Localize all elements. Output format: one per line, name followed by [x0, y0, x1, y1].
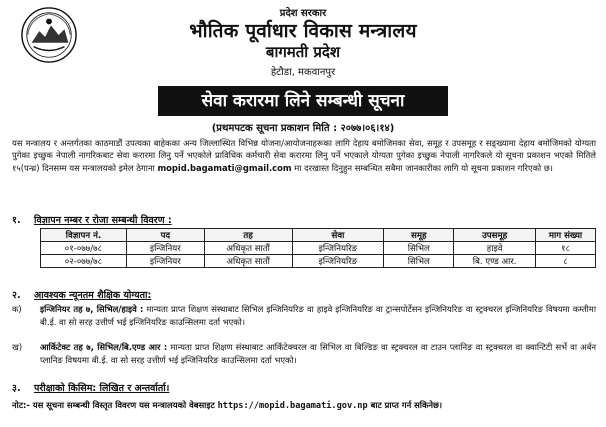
cell-demand: ८: [536, 255, 596, 268]
col-service: सेवा: [292, 229, 384, 242]
intro-paragraph: [12, 137, 596, 174]
footer-note: [12, 400, 596, 411]
item-heading: इन्जिनियर तह ७, सिभिल/हाइवे :: [40, 304, 144, 314]
intro-text-end: मा दरखास्त दिनुहुन सम्बन्धित सबैमा जानकारीका लागि यो सूचना प्रकाशन गरिएको छ।: [294, 162, 553, 173]
col-ad-number: विज्ञापन नं.: [41, 229, 127, 242]
cell-level: अधिकृत सातौं: [204, 242, 292, 255]
col-level: तह: [204, 229, 292, 242]
province-name: बागमती प्रदेश: [265, 43, 341, 61]
email-link[interactable]: mopid.bagamati@gmail.com: [157, 162, 292, 173]
section-2-number: २.: [12, 290, 21, 301]
cell-post: इन्जिनियर: [126, 242, 204, 255]
cell-demand: १८: [536, 242, 596, 255]
publication-date: (प्रथमपटक सूचना प्रकाशन मिति : २०७७।०६।१४): [211, 123, 395, 134]
col-post: पद: [126, 229, 204, 242]
section-3-number: ३.: [12, 383, 21, 394]
section-1-number: १.: [12, 215, 21, 226]
cell-group: सिभिल: [384, 255, 454, 268]
item-marker: ख): [12, 342, 23, 352]
table-row: [41, 255, 596, 268]
col-demand: माग संख्या: [536, 229, 596, 242]
intro-text: यस मन्त्रालय र अन्तर्गतका काठमाडौं उपत्यका बाहेकका अन्य जिल्लास्थित विभिन्न योजना/आयोजनाहरूका लागि देहाय बमोजिमका सेवा, समूह र उपसमूह र सङ्ख्यामा देहाय बमोजिमको योग्यता पुगेका इच्छुक नेपाली नागरिकबाट सेवा करारमा लिनु पर्ने भएकोले प्राविधिक कर्मचारी सेवा करारमा लिनु पर्ने भएकाले योग्यता पुगेका इच्छुक नेपाली नागरिकले यो सूचना प्रकाशन भएको मितिले १५(पन्ध्र) दिनसम्म यस मन्त्रालयको इमेल ठेगाना: [12, 138, 596, 173]
cell-subgroup: हाइवे: [454, 242, 536, 255]
note-suffix: बाट प्राप्त गर्न सकिनेछ।: [370, 400, 443, 410]
cell-level: अधिकृत सातौं: [204, 255, 292, 268]
cell-ad-number: ०२-०७७/७८: [41, 255, 127, 268]
table-header-row: [41, 229, 596, 242]
cell-post: इन्जिनियर: [126, 255, 204, 268]
item-text: मान्यता प्राप्त शिक्षण संस्थाबाट आर्किटेक्चरल वा सिभिल वा बिल्डिङ वा स्ट्रक्चरल वा टाउन प्लानिङ वा स्ट्रक्चरल वा क्वान्टिटी सर्भे वा अर्बन प्लानिङ विषयमा बी.ई. वा सो सरह उत्तीर्ण भई इन्जिनियरिङ काउन्सिलमा दर्ता भएको।: [40, 342, 596, 365]
table-row: [41, 242, 596, 255]
section-3-heading: [12, 381, 169, 394]
government-label: प्रदेश सरकार: [279, 8, 327, 19]
cell-service: इन्जिनियरिङ: [292, 255, 384, 268]
col-subgroup: उपसमूह: [454, 229, 536, 242]
item-heading: आर्किटेक्ट तह ७, सिभिल/बि.एण्ड आर :: [40, 342, 168, 352]
section-2-title: आवश्यक न्यूनतम शैक्षिक योग्यता:: [34, 290, 152, 301]
cell-subgroup: बि. एण्ड आर.: [454, 255, 536, 268]
cell-service: इन्जिनियरिङ: [292, 242, 384, 255]
section-2-heading: [12, 288, 151, 301]
ministry-name: भौतिक पूर्वाधार विकास मन्त्रालय: [189, 20, 417, 42]
col-group: समूह: [384, 229, 454, 242]
section-1-heading: [12, 213, 172, 226]
qualification-item-ka: [12, 303, 596, 328]
website-link[interactable]: https://mopid.bagamati.gov.np: [217, 401, 368, 411]
section-1-title: विज्ञापन नम्बर र रोजा सम्बन्धी विवरण :: [34, 215, 172, 226]
office-location: हेटौडा, मकवानपुर: [270, 67, 336, 78]
section-3-title: परीक्षाको किसिम: लिखित र अन्तर्वार्ता।: [34, 383, 170, 394]
note-text: नोट:- यस सूचना सम्बन्धी विस्तृत विवरण यस मन्त्रालयको वेबसाइट: [12, 400, 215, 410]
item-marker: क): [12, 304, 22, 314]
letterhead: [0, 0, 606, 80]
notice-title: सेवा करारमा लिने सम्बन्धी सूचना: [158, 86, 448, 116]
item-text: मान्यता प्राप्त शिक्षण संस्थाबाट सिभिल इन्जिनियरिङ वा हाइवे इन्जिनियरिङ वा ट्रान्सपोर्टेसन इन्जिनियरिङ वा स्ट्रक्चरल इन्जिनियरिङ विषयमा कम्तीमा बी.ई. वा सो सरह उत्तीर्ण भई इन्जिनियरिङ काउन्सिलमा दर्ता भएको।: [40, 304, 596, 327]
vacancy-table: [40, 228, 596, 268]
cell-ad-number: ०१-०७७/७८: [41, 242, 127, 255]
cell-group: सिभिल: [384, 242, 454, 255]
qualification-item-kha: [12, 341, 596, 366]
